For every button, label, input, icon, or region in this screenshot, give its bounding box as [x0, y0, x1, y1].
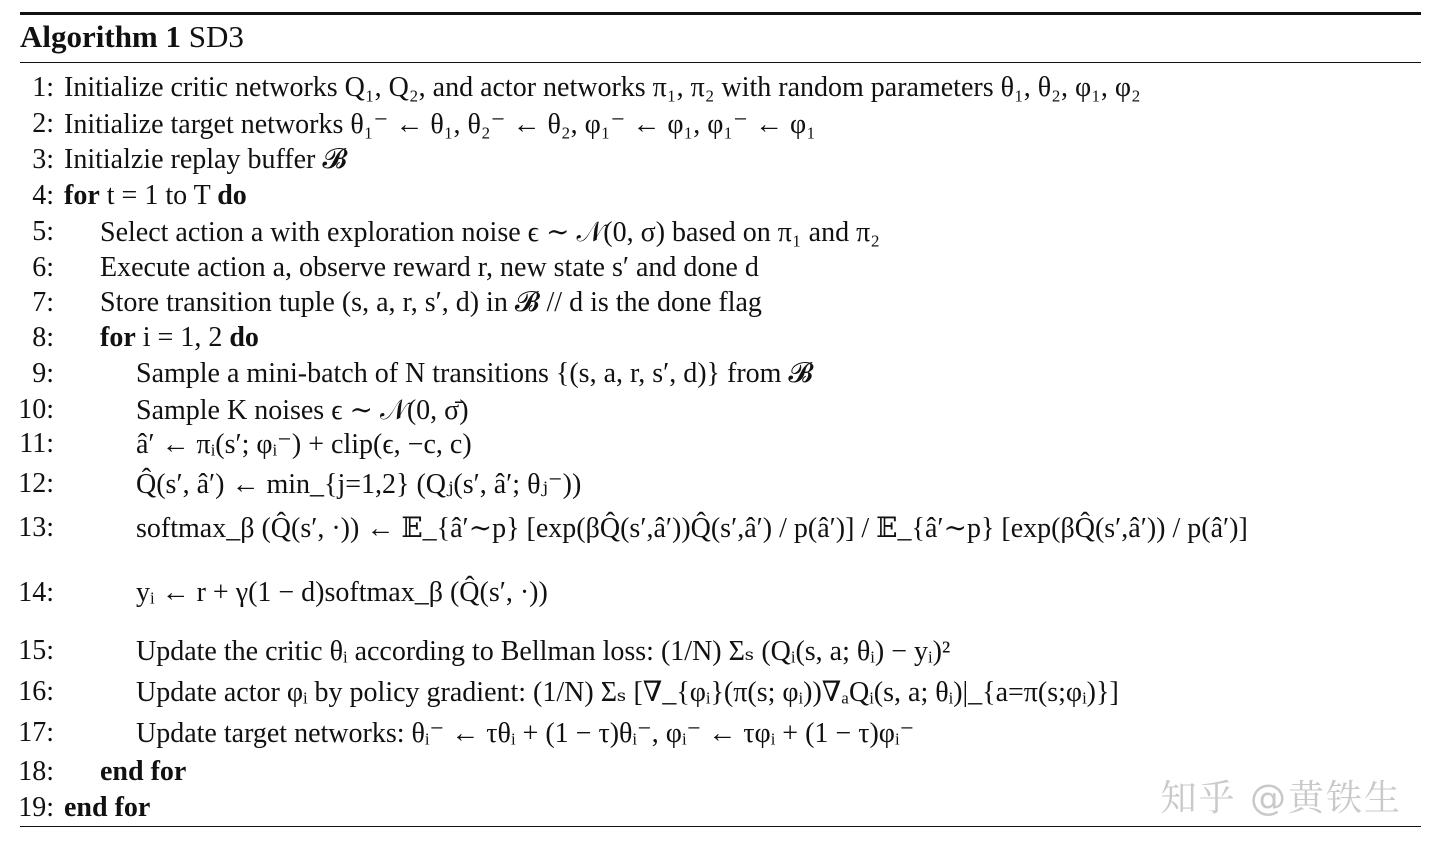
- algorithm-label: Algorithm 1: [20, 19, 182, 54]
- line-text: Initialzie replay buffer 𝓑: [64, 144, 348, 175]
- keyword: end for: [100, 756, 187, 787]
- line-text: softmax_β (Q̂(s′, ·)) ← 𝔼_{â′∼p} [exp(βQ̂(s′,â′))Q̂(s′,â′) / p(â′)] / 𝔼_{â′∼p} [exp(βQ̂(s′,â′)) / p(â′)]: [136, 513, 1248, 544]
- line-text: Q̂(s′, â′) ← min_{j=1,2} (Qⱼ(s′, â′; θⱼ⁻)): [136, 469, 582, 500]
- algorithm-line: [0, 106, 816, 142]
- algorithm-line: [0, 575, 548, 611]
- line-number: 4:: [32, 180, 54, 211]
- line-content: [64, 107, 816, 141]
- line-content: [64, 72, 1141, 104]
- line-content: [100, 215, 880, 249]
- line-content: [136, 716, 914, 750]
- line-text: yᵢ ← r + γ(1 − d)softmax_β (Q̂(s′, ·)): [136, 577, 548, 608]
- line-text: Update target networks: θᵢ⁻ ← τθᵢ + (1 − τ)θᵢ⁻, φᵢ⁻ ← τφᵢ + (1 − τ)φᵢ⁻: [136, 718, 915, 749]
- line-content: [136, 358, 813, 390]
- line-content: [136, 634, 950, 668]
- line-number: 7:: [32, 287, 54, 318]
- algorithm-line: [0, 715, 914, 751]
- title-rule: [20, 62, 1421, 63]
- line-number: 5:: [32, 216, 54, 247]
- line-number: 9:: [32, 358, 54, 389]
- line-number: 8:: [32, 322, 54, 353]
- watermark: 知乎 @黄铁生: [1160, 778, 1402, 819]
- line-content: [100, 756, 186, 788]
- bottom-rule: [20, 826, 1421, 827]
- line-content: [64, 792, 150, 824]
- line-text: Update actor φᵢ by policy gradient: (1/N) Σₛ [∇_{φᵢ}(π(s; φᵢ))∇ₐQᵢ(s, a; θᵢ)|_{a=π(s;φᵢ)}]: [136, 677, 1119, 708]
- algorithm-line: [0, 466, 581, 502]
- algorithm-line: [0, 510, 1248, 546]
- line-number: 15:: [18, 635, 54, 666]
- algorithm-line: [0, 285, 762, 321]
- line-content: [136, 511, 1248, 545]
- line-content: [100, 252, 759, 284]
- line-number: 10:: [18, 394, 54, 425]
- line-content: [100, 322, 259, 354]
- algorithm-name: SD3: [188, 19, 244, 54]
- line-content: [136, 675, 1119, 709]
- line-text: Sample K noises ϵ ∼ 𝒩(0, σ̄): [136, 395, 469, 426]
- line-text: Sample a mini-batch of N transitions {(s, a, r, s′, d)} from 𝓑: [136, 358, 814, 389]
- line-text: Execute action a, observe reward r, new state s′ and done d: [100, 252, 759, 283]
- line-content: [136, 577, 548, 609]
- algorithm-title: [20, 14, 244, 60]
- algorithm-line: [0, 674, 1119, 710]
- line-number: 16:: [18, 676, 54, 707]
- line-number: 19:: [18, 792, 54, 823]
- line-content: [136, 467, 581, 501]
- line-number: 1:: [32, 72, 54, 103]
- algorithm-line: [0, 356, 813, 392]
- keyword: for: [64, 180, 100, 211]
- line-number: 12:: [18, 468, 54, 499]
- algorithm-line: [0, 392, 469, 428]
- line-number: 2:: [32, 108, 54, 139]
- line-text: Store transition tuple (s, a, r, s′, d) in 𝓑 // d is the done flag: [100, 287, 762, 318]
- line-number: 13:: [18, 512, 54, 543]
- algorithm-line: [0, 214, 880, 250]
- algorithm-line: [0, 790, 150, 826]
- line-content: [136, 427, 472, 461]
- keyword: do: [217, 180, 247, 211]
- line-content: [136, 393, 469, 427]
- keyword: do: [229, 322, 259, 353]
- algorithm-line: [0, 754, 186, 790]
- algorithm-line: [0, 70, 1141, 106]
- line-text: i = 1, 2: [135, 322, 230, 353]
- keyword: end for: [64, 792, 151, 823]
- algorithm-line: [0, 250, 759, 286]
- keyword: for: [100, 322, 136, 353]
- line-content: [64, 144, 347, 176]
- line-text: Initialize target networks θ₁⁻ ← θ₁, θ₂⁻ ← θ₂, φ₁⁻ ← φ₁, φ₁⁻ ← φ₁: [64, 109, 816, 140]
- line-number: 17:: [18, 717, 54, 748]
- line-text: t = 1 to T: [99, 180, 218, 211]
- line-content: [64, 180, 247, 212]
- line-text: Update the critic θᵢ according to Bellman loss: (1/N) Σₛ (Qᵢ(s, a; θᵢ) − yᵢ)²: [136, 636, 951, 667]
- algorithm-line: [0, 633, 950, 669]
- algorithm-line: [0, 426, 472, 462]
- line-text: Select action a with exploration noise ϵ ∼ 𝒩(0, σ) based on π₁ and π₂: [100, 217, 880, 248]
- line-number: 14:: [18, 577, 54, 608]
- line-number: 11:: [19, 428, 54, 459]
- algorithm-line: [0, 142, 347, 178]
- line-text: â′ ← πᵢ(s′; φᵢ⁻) + clip(ϵ, −c, c): [136, 429, 472, 460]
- line-number: 6:: [32, 252, 54, 283]
- line-number: 18:: [18, 756, 54, 787]
- algorithm-line: [0, 320, 259, 356]
- line-number: 3:: [32, 144, 54, 175]
- line-text: Initialize critic networks Q₁, Q₂, and actor networks π₁, π₂ with random parameters θ₁, θ₂, φ₁, φ₂: [64, 72, 1141, 103]
- algorithm-line: [0, 178, 247, 214]
- line-content: [100, 287, 762, 319]
